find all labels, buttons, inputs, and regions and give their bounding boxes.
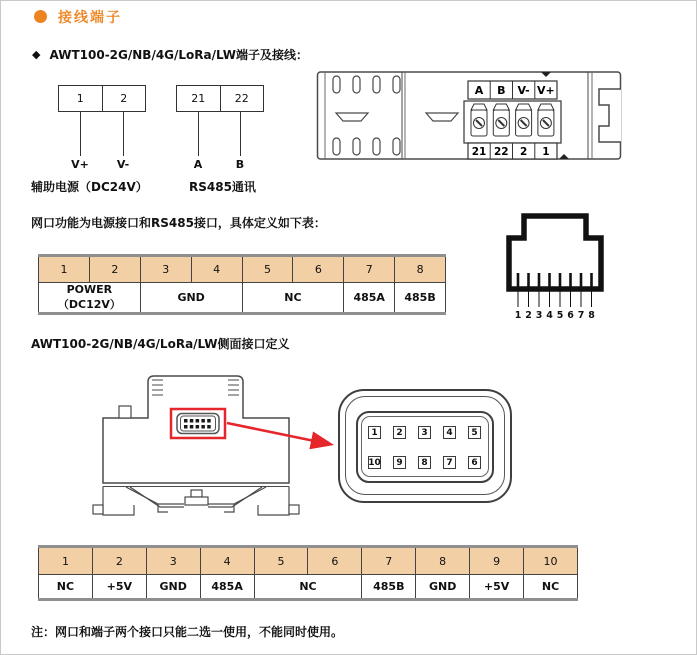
diamond-icon: ◆ (32, 48, 41, 61)
side-val-9: +5V (470, 575, 524, 600)
svg-text:B: B (497, 84, 506, 97)
side-interface-title: AWT100-2G/NB/4G/LoRa/LW侧面接口定义 (31, 337, 290, 351)
rj45-col-5: 5 (242, 256, 293, 283)
rj45-col-4: 4 (191, 256, 242, 283)
power-caption: 辅助电源（DC24V） (31, 180, 148, 194)
side-val-4: 485A (200, 575, 254, 600)
rs485-pin-b: B (235, 158, 245, 171)
connector-pin-5: 5 (468, 426, 481, 439)
power-lead-1 (80, 112, 81, 156)
rs485-lead-b (240, 112, 241, 156)
svg-text:8: 8 (588, 310, 595, 321)
rj45-pin-table (38, 254, 446, 315)
power-lead-2 (123, 112, 124, 156)
side-val-5-6: NC (254, 575, 362, 600)
rj45-col-2: 2 (89, 256, 140, 283)
device-bottom-label-strip (468, 143, 557, 159)
orange-bullet-icon (34, 10, 47, 23)
rs485-lead-a (198, 112, 199, 156)
connector-pin-2: 2 (393, 426, 406, 439)
terminal-subtitle-text: AWT100-2G/NB/4G/LoRa/LW端子及接线： (49, 48, 308, 62)
connector-pin-8: 8 (418, 456, 431, 469)
power-terminal-diagram (58, 85, 146, 112)
network-port-text: 网口功能为电源接口和RS485接口，具体定义如下表： (31, 216, 326, 230)
connector-pin-3: 3 (418, 426, 431, 439)
connector-pin-6: 6 (468, 456, 481, 469)
svg-text:3: 3 (535, 310, 543, 321)
side-table-header-row (39, 547, 578, 575)
side-button-tab (119, 406, 131, 418)
svg-text:21: 21 (471, 146, 487, 158)
side-connector (177, 414, 219, 434)
connector-pin-10: 10 (368, 457, 381, 468)
device-top-view-drawing (316, 69, 628, 163)
svg-text:V+: V+ (537, 84, 555, 97)
svg-text:7: 7 (577, 310, 585, 321)
rj45-val-power: POWER（DC12V） (39, 283, 141, 314)
connector-pin-9: 9 (393, 456, 406, 469)
side-col-7: 7 (362, 547, 416, 575)
side-val-1: NC (39, 575, 93, 600)
side-col-5: 5 (254, 547, 308, 575)
side-col-8: 8 (416, 547, 470, 575)
rj45-silhouette (509, 216, 601, 289)
side-val-7: 485B (362, 575, 416, 600)
power-pin-vminus: V- (116, 158, 130, 171)
side-val-8: GND (416, 575, 470, 600)
connector-pin-7: 7 (443, 456, 456, 469)
side-col-1: 1 (39, 547, 93, 575)
rs485-terminal-diagram (176, 85, 264, 112)
svg-text:4: 4 (546, 310, 553, 321)
rj45-col-1: 1 (39, 256, 90, 283)
din-rail-base (93, 487, 299, 516)
rj45-col-6: 6 (293, 256, 344, 283)
side-col-3: 3 (146, 547, 200, 575)
rs485-terminal-22: 22 (220, 86, 264, 111)
side-val-10: NC (524, 575, 578, 600)
side-val-3: GND (146, 575, 200, 600)
rj45-table-header-row (39, 256, 446, 283)
enlarged-connector-drawing (331, 383, 521, 508)
rj45-val-485b: 485B (395, 283, 446, 314)
power-terminal-2: 2 (102, 86, 146, 111)
section-title: 接线端子 (58, 10, 122, 26)
side-col-4: 4 (200, 547, 254, 575)
rj45-col-8: 8 (395, 256, 446, 283)
rs485-pin-a: A (193, 158, 203, 171)
rj45-col-3: 3 (140, 256, 191, 283)
side-table-value-row (39, 575, 578, 600)
side-col-9: 9 (470, 547, 524, 575)
connector-pin-4: 4 (443, 426, 456, 439)
device-top-label-strip (468, 81, 557, 99)
screw-terminal-block (464, 101, 561, 143)
svg-text:A: A (474, 84, 484, 97)
rj45-table-value-row (39, 283, 446, 314)
side-val-2: +5V (92, 575, 146, 600)
rj45-jack-drawing (499, 207, 609, 323)
side-col-10: 10 (524, 547, 578, 575)
svg-text:2: 2 (519, 146, 528, 158)
rj45-val-485a: 485A (344, 283, 395, 314)
side-pin-table (38, 545, 578, 601)
terminal-subtitle (32, 46, 308, 63)
zoom-arrow (223, 411, 348, 463)
rs485-terminal-21: 21 (191, 92, 206, 105)
svg-text:22: 22 (493, 146, 509, 158)
side-col-6: 6 (308, 547, 362, 575)
svg-text:6: 6 (567, 310, 574, 321)
rj45-val-gnd: GND (140, 283, 242, 314)
svg-text:1: 1 (542, 146, 550, 158)
usage-note: 注：网口和端子两个接口只能二选一使用，不能同时使用。 (31, 625, 344, 639)
svg-text:V-: V- (517, 84, 530, 97)
power-pin-vplus: V+ (71, 158, 89, 171)
rj45-val-nc: NC (242, 283, 344, 314)
rj45-pin-numbers (515, 310, 596, 321)
connector-pin-1: 1 (368, 426, 381, 439)
svg-text:2: 2 (525, 310, 532, 321)
side-col-2: 2 (92, 547, 146, 575)
svg-text:5: 5 (556, 310, 564, 321)
power-terminal-1: 1 (76, 92, 84, 105)
rs485-caption: RS485通讯 (189, 180, 256, 194)
svg-text:1: 1 (514, 310, 522, 321)
rj45-col-7: 7 (344, 256, 395, 283)
